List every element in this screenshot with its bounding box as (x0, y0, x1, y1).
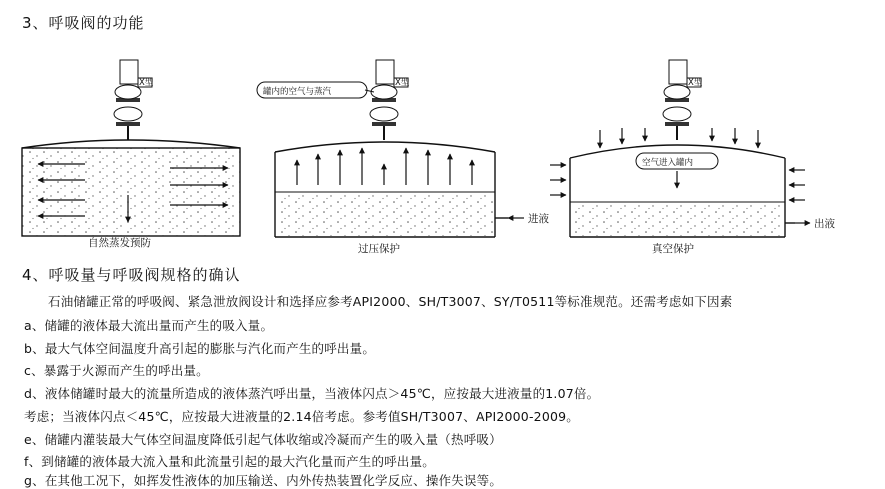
tank-1-roof (22, 140, 240, 148)
section4-item-a: a、储罐的液体最大流出量而产生的吸入量。 (24, 318, 274, 333)
diagram-natural-evaporation (22, 60, 240, 236)
diagram-vacuum-protection (550, 60, 810, 237)
tank-2-roof (275, 142, 495, 152)
caption-vacuum-protection: 真空保护 (652, 243, 694, 255)
valve-2 (370, 60, 410, 140)
svg-text:X型: X型 (139, 78, 154, 88)
section4-item-f: f、到储罐的液体最大流入量和此流量引起的最大汽化量而产生的呼出量。 (24, 454, 436, 469)
caption-overpressure-protection: 过压保护 (358, 243, 400, 255)
section4-item-d-cont: 考虑；当液体闪点＜45℃，应按最大进液量的2.14倍考虑。参考值SH/T3007、API2000-2009。 (24, 409, 579, 424)
svg-text:X型: X型 (688, 78, 703, 88)
pressure-arrows (297, 148, 472, 185)
section4-item-d: d、液体储罐时最大的流量所造成的液体蒸汽呼出量，当液体闪点＞45℃，应按最大进液量的1.07倍。 (24, 386, 600, 401)
section4-item-g: g、在其他工况下，如挥发性液体的加压输送、内外传热装置化学反应、操作失误等。 (24, 473, 503, 488)
tank-3-liquid (571, 203, 784, 236)
valve-3 (663, 60, 703, 140)
valve-1 (114, 60, 154, 140)
section3-title: 3、呼吸阀的功能 (22, 14, 145, 32)
outlet-label: 出液 (814, 218, 835, 230)
section4-item-c: c、暴露于火源而产生的呼出量。 (24, 363, 209, 378)
tank-2-liquid (276, 193, 494, 236)
breather-valve-function-figure (0, 40, 885, 255)
svg-text:X型: X型 (395, 78, 410, 88)
inlet-label: 进液 (528, 213, 549, 225)
callout-vacuum: 空气进入罐内 (642, 158, 694, 168)
section4-item-b: b、最大气体空间温度升高引起的膨胀与汽化而产生的呼出量。 (24, 341, 376, 356)
caption-natural-evaporation: 自然蒸发预防 (88, 237, 151, 249)
callout-overpressure: 罐内的空气与蒸汽 (263, 87, 332, 97)
section4-item-e: e、储罐内灌装最大气体空间温度降低引起气体收缩或冷凝而产生的吸入量（热呼吸） (24, 432, 502, 447)
section4-title: 4、呼吸量与呼吸阀规格的确认 (22, 266, 241, 284)
tank-1-liquid (22, 148, 240, 236)
section4-intro: 石油储罐正常的呼吸阀、紧急泄放阀设计和选择应参考API2000、SH/T3007、SY/T0511等标准规范。还需考虑如下因素 (48, 294, 733, 309)
